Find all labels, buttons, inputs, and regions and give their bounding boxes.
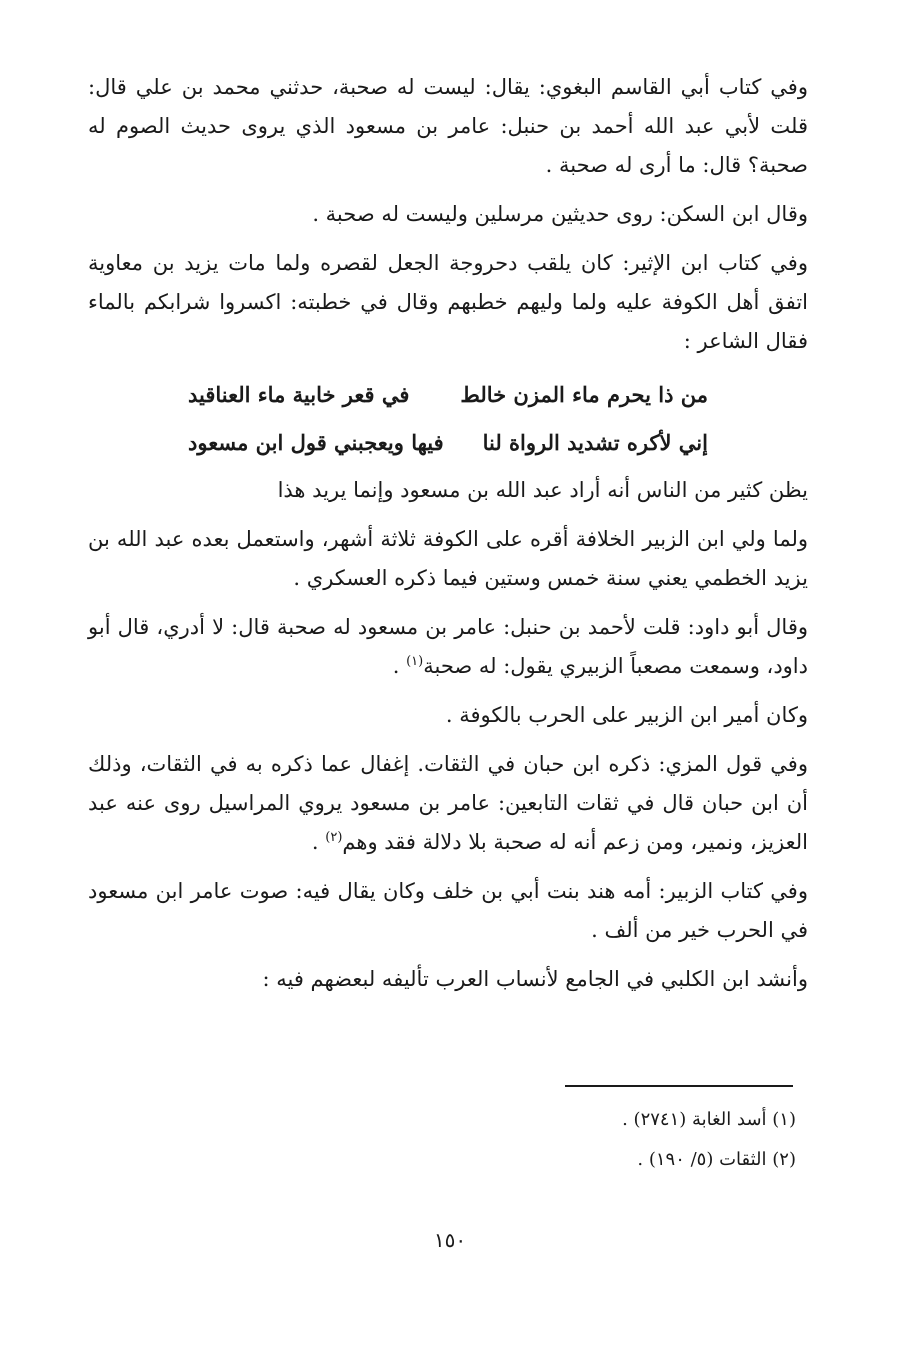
paragraph-ibn-zubair-caliphate: ولما ولي ابن الزبير الخلافة أقره على الكوفة ثلاثة أشهر، واستعمل بعده عبد الله بن يزيد الخطمي يعني سنة خمس وستين فيما ذكره العسكري . [88, 527, 808, 590]
mizzi-text: وفي قول المزي: ذكره ابن حبان في الثقات. إغفال عما ذكره به في الثقات، وذلك أن ابن حبان قال في ثقات التابعين: عامر بن مسعود يروي المراسيل روى عنه عبد العزيز، ونمير، ومن زعم أنه له صحبة بلا دلالة فقد وهم [88, 752, 808, 854]
paragraph-ibn-athir: وفي كتاب ابن الإثير: كان يلقب دحروجة الجعل لقصره ولما مات يزيد بن معاوية اتفق أهل الكوفة عليه ولما وليهم خطبهم وقال في خطبته: اكسروا شرابكم بالماء فقال الشاعر : [88, 251, 808, 353]
paragraph-mizzi [88, 745, 808, 862]
mizzi-end: . [311, 830, 326, 854]
footnotes [88, 1100, 796, 1180]
abu-dawud-end: . [392, 654, 407, 678]
footnote-2: (٢) الثقات (٥/ ١٩٠) . [637, 1149, 796, 1170]
paragraph-ibn-sakan: وقال ابن السكن: روى حديثين مرسلين وليست له صحبة . [312, 202, 808, 226]
verse-2-first-hemistich: إني لأكره تشديد الرواة لنا [482, 430, 708, 455]
footnote-ref-2[interactable]: (٢) [325, 830, 343, 845]
footnote-ref-1[interactable]: (١) [406, 654, 424, 669]
abu-dawud-text: وقال أبو داود: قلت لأحمد بن حنبل: عامر بن مسعود له صحبة قال: لا أدري، قال أبو داود، وسمعت مصعباً الزبيري يقول: له صحبة [88, 615, 808, 678]
paragraph-kalbi: وأنشد ابن الكلبي في الجامع لأنساب العرب تأليفه لبعضهم فيه : [262, 967, 808, 991]
paragraph-abu-dawud [88, 608, 808, 686]
page-number: ١٥٠ [433, 1228, 467, 1252]
verse-1-second-hemistich: في قعر خابية ماء العناقيد [188, 382, 410, 407]
paragraph-amir: وكان أمير ابن الزبير على الحرب بالكوفة . [445, 703, 808, 727]
paragraph-zubair-book: وفي كتاب الزبير: أمه هند بنت أبي بن خلف وكان يقال فيه: صوت عامر ابن مسعود في الحرب خير من ألف . [88, 879, 808, 942]
verse-2-second-hemistich: فيها ويعجبني قول ابن مسعود [188, 430, 444, 455]
paragraph-many-people: يظن كثير من الناس أنه أراد عبد الله بن مسعود وإنما يريد هذا [277, 478, 808, 502]
footnote-1: (١) أسد الغابة (٢٧٤١) . [622, 1109, 796, 1130]
footnote-separator [565, 1085, 793, 1087]
verse-line-2 [88, 419, 808, 467]
verse-line-1 [88, 371, 808, 419]
verse-1-first-hemistich: من ذا يحرم ماء المزن خالط [460, 382, 708, 407]
paragraph-baghawi: وفي كتاب أبي القاسم البغوي: يقال: ليست له صحبة، حدثني محمد بن علي قال: قلت لأبي عبد الله أحمد بن حنبل: عامر بن مسعود الذي يروى حديث الصوم له صحبة؟ قال: ما أرى له صحبة . [88, 75, 808, 177]
body-text [88, 68, 808, 1009]
